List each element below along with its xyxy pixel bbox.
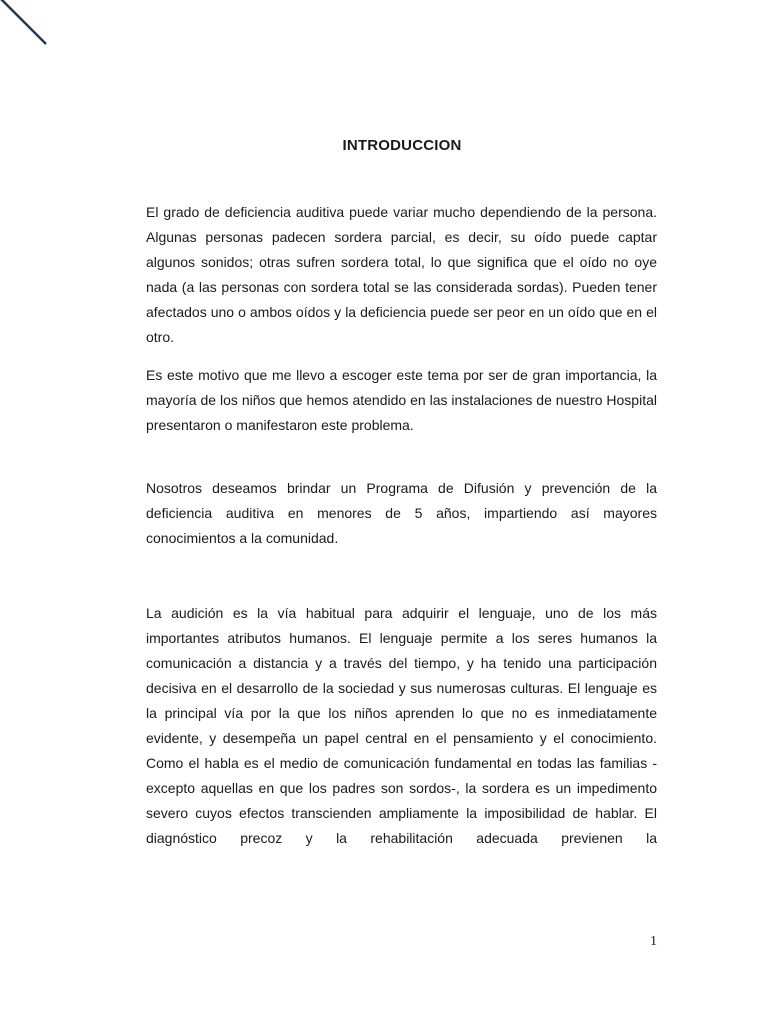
paragraph-2: Es este motivo que me llevo a escoger este tema por ser de gran importancia, la mayoría de los niños que hemos atendido en las instalaciones de nuestro Hospital presentaron o manifestaron este problema. <box>146 367 657 433</box>
page-title: INTRODUCCION <box>342 137 462 154</box>
page-number: 1 <box>650 934 657 949</box>
paragraph-4: La audición es la vía habitual para adquirir el lenguaje, uno de los más importantes atributos humanos. El lenguaje permite a los seres humanos la comunicación a distancia y a través del tiempo, y ha tenido una participación decisiva en el desarrollo de la sociedad y sus numerosas culturas. El lenguaje es la principal vía por la que los niños aprenden lo que no es inmediatamente evidente, y desempeña un papel central en el pensamiento y el conocimiento. Como el habla es el medio de comunicación fundamental en todas las familias -excepto aquellas en que los padres son sordos-, la sordera es un impedimento severo cuyos efectos transcienden ampliamente la imposibilidad de hablar. El diagnóstico precoz y la rehabilitación adecuada previenen la <box>146 605 657 846</box>
paragraph-3: Nosotros deseamos brindar un Programa de Difusión y prevención de la deficiencia auditiva en menores de 5 años, impartiendo así mayores conocimientos a la comunidad. <box>146 480 657 546</box>
corner-decoration-line <box>0 0 60 60</box>
paragraph-1: El grado de deficiencia auditiva puede variar mucho dependiendo de la persona. Algunas personas padecen sordera parcial, es decir, su oído puede captar algunos sonidos; otras sufren sordera total, lo que significa que el oído no oye nada (a las personas con sordera total se las considerada sordas). Pueden tener afectados uno o ambos oídos y la deficiencia puede ser peor en un oído que en el otro. <box>146 204 657 345</box>
